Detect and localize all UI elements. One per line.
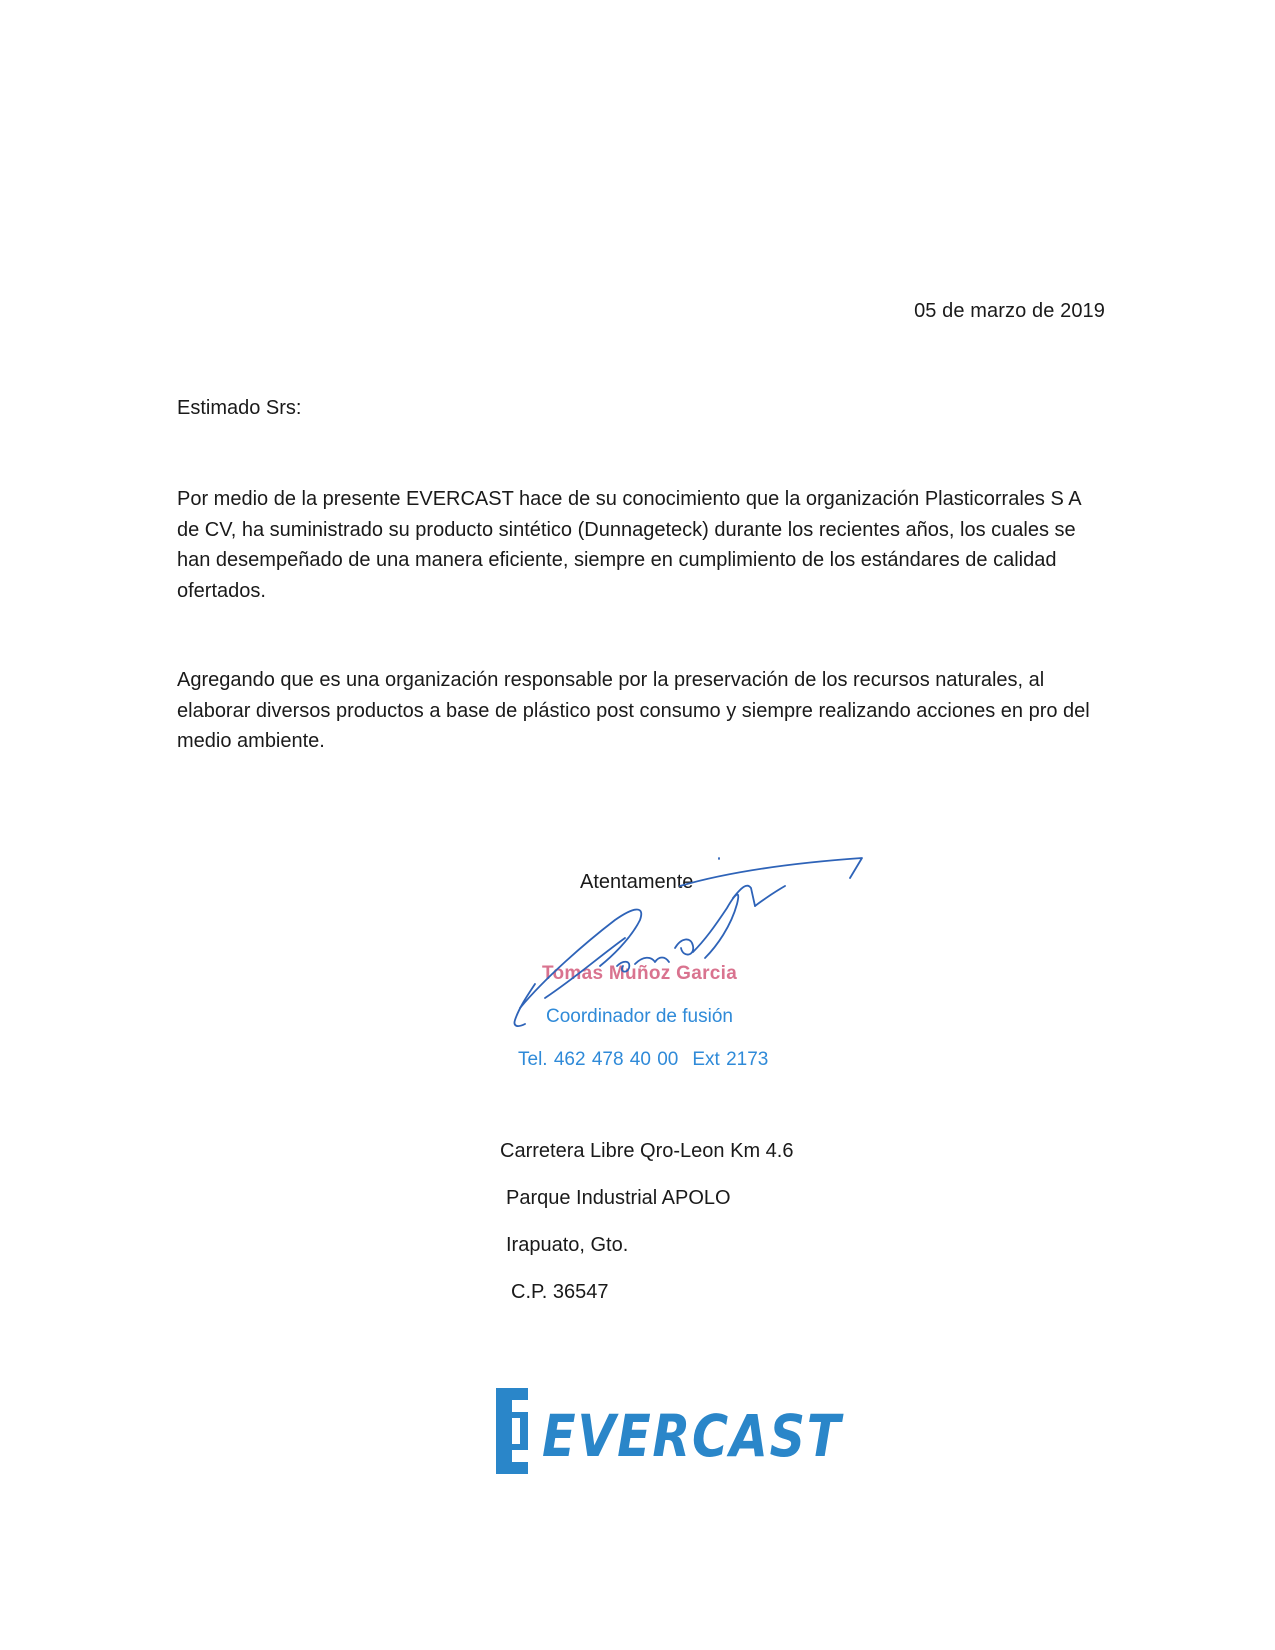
salutation: Estimado Srs: bbox=[177, 397, 302, 419]
address-line-2: Parque Industrial APOLO bbox=[506, 1187, 731, 1209]
phone-extension: Ext 2173 bbox=[692, 1049, 769, 1070]
body-paragraph-1: Por medio de la presente EVERCAST hace de su conocimiento que la organización Plasticorrales S A de CV, ha suministrado su producto sintético (Dunnageteck) durante los recientes años, los cuales se han desempeñado de una manera eficiente, siempre en cumplimiento de los estándares de calidad ofertados. bbox=[177, 488, 1081, 602]
address-line-3: Irapuato, Gto. bbox=[506, 1234, 629, 1256]
closing: Atentamente bbox=[580, 871, 694, 893]
handwritten-signature bbox=[505, 848, 875, 1048]
evercast-logo bbox=[490, 1382, 860, 1482]
letter-date: 05 de marzo de 2019 bbox=[914, 300, 1105, 322]
signer-role: Coordinador de fusión bbox=[546, 1006, 733, 1027]
body-paragraph-2: Agregando que es una organización responsable por la preservación de los recursos naturales, al elaborar diversos productos a base de plástico post consumo y siempre realizando acciones en pro del medio ambiente. bbox=[177, 669, 1090, 752]
signer-phone bbox=[518, 1049, 768, 1071]
svg-text:EVERCAST: EVERCAST bbox=[542, 1402, 845, 1470]
address-line-1: Carretera Libre Qro-Leon Km 4.6 bbox=[500, 1140, 794, 1162]
phone-number: Tel. 462 478 40 00 bbox=[518, 1049, 679, 1070]
address-line-4: C.P. 36547 bbox=[511, 1281, 609, 1303]
signer-name: Tomas Muñoz Garcia bbox=[542, 963, 738, 984]
